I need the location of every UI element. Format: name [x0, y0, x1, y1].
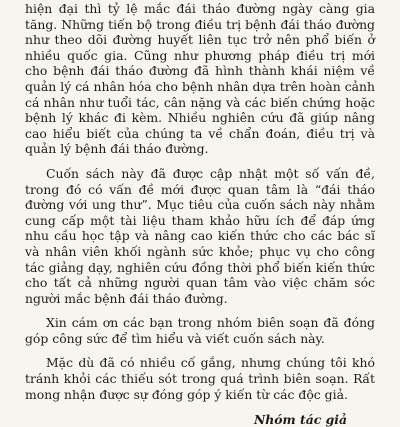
- author-signature: Nhóm tác giả: [253, 412, 347, 427]
- paragraph-continued: hiện đại thì tỷ lệ mắc đái tháo đường ngày càng gia tăng. Những tiến bộ trong điều trị bệnh đái tháo đường như theo dõi đường huyết liên tục trở nên phổ biến ở nhiều quốc gia. Cũng như phương pháp điều trị mới cho bệnh đái tháo đường đã hình thành khái niệm về quản lý cá nhân hóa cho bệnh nhân dựa trên hoàn cảnh cá nhân như tuổi tác, cân nặng và các biến chứng hoặc bệnh lý khác đi kèm. Nhiều nghiên cứu đã giúp nâng cao hiểu biết của chúng ta về chẩn đoán, điều trị và quản lý bệnh đái tháo đường.: [25, 1, 375, 157]
- paragraph-thanks: Xin cám ơn các bạn trong nhóm biên soạn đã đóng góp công sức để tìm hiểu và viết cuốn sách này.: [25, 315, 375, 346]
- paragraph-apology: Mặc dù đã có nhiều cố gắng, nhưng chúng tôi khó tránh khỏi các thiếu sót trong quá trình biên soạn. Rất mong nhận được sự đóng góp ý kiến từ các độc giả.: [25, 355, 375, 402]
- paragraph-book-update: Cuốn sách này đã được cập nhật một số vấn đề, trong đó có vấn đề mới được quan tâm là “đái tháo đường với ung thư”. Mục tiêu của cuốn sách này nhằm cung cấp một tài liệu tham khảo hữu ích để đáp ứng nhu cầu học tập và nâng cao kiến thức cho các bác sĩ và nhân viên khối ngành sức khỏe; phục vụ cho công tác giảng dạy, nghiên cứu đồng thời phổ biến kiến thức cho tất cả những người quan tâm vào việc chăm sóc người mắc bệnh đái tháo đường.: [25, 165, 375, 306]
